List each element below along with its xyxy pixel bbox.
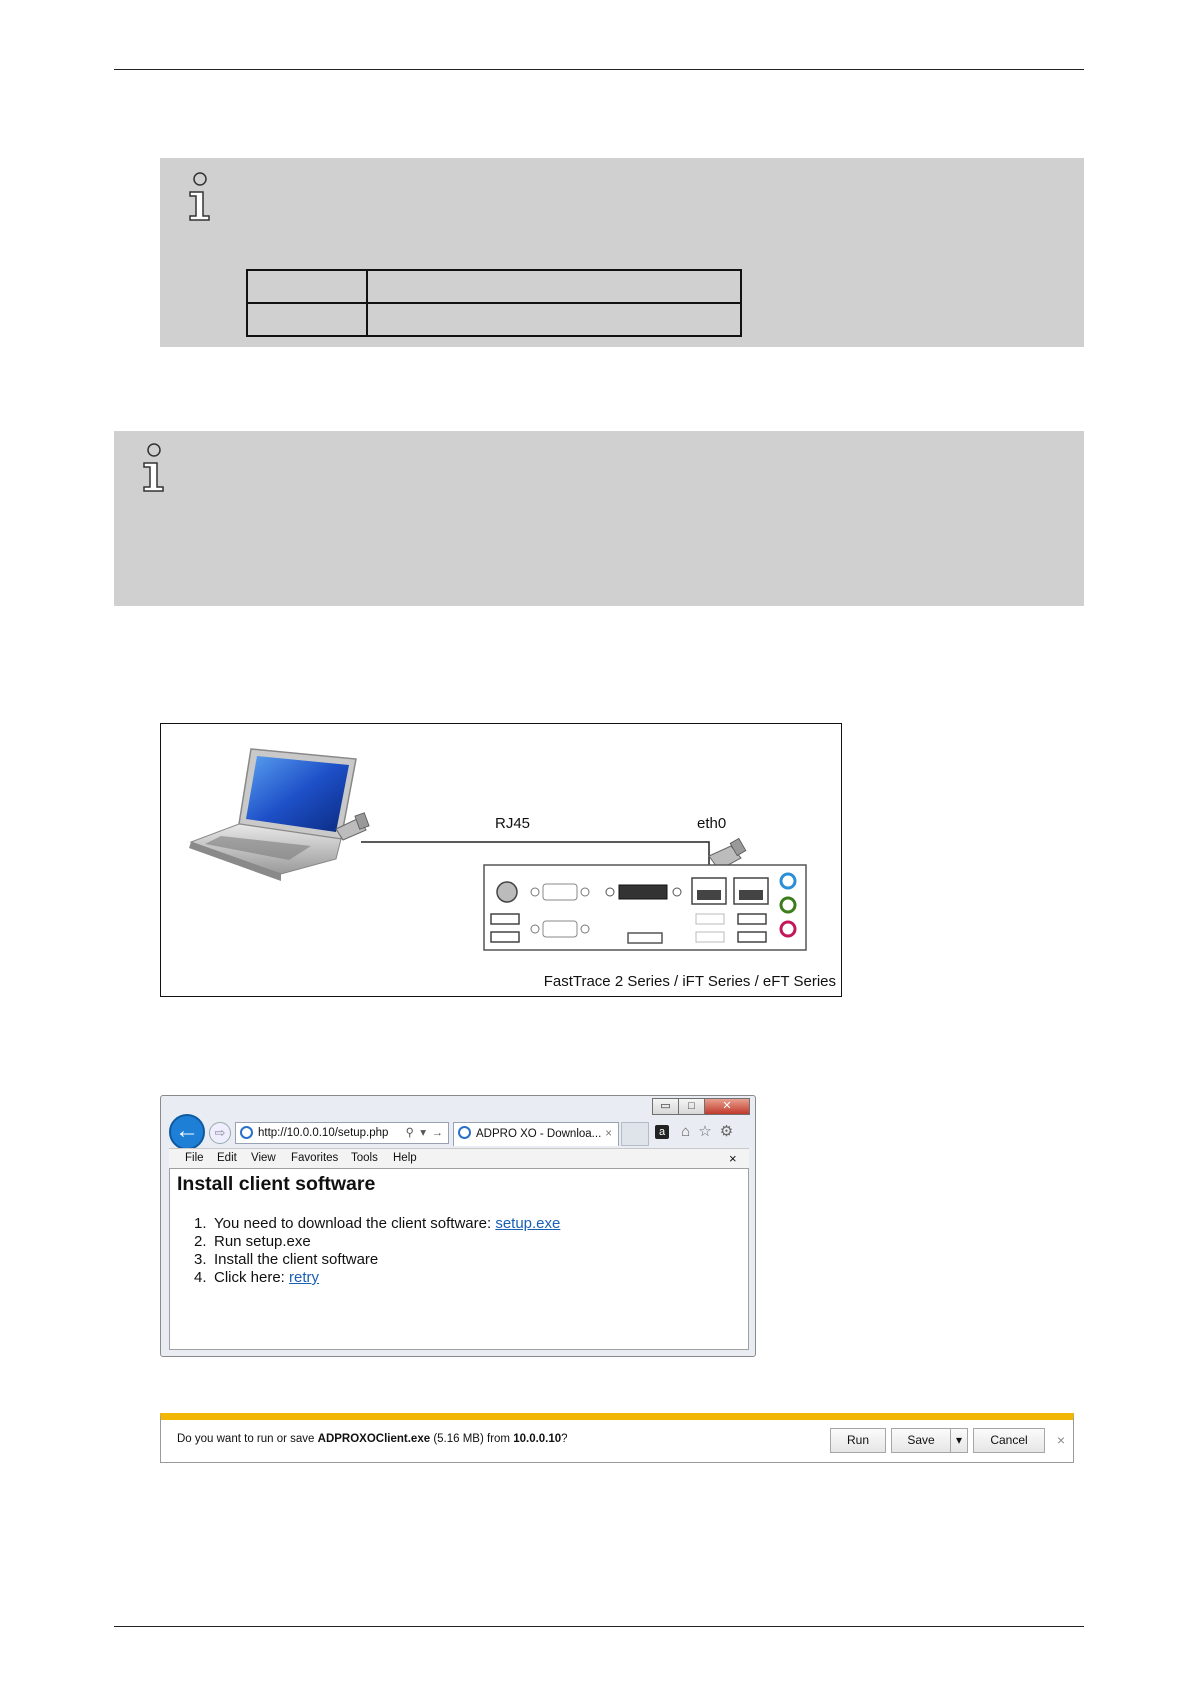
header-rule bbox=[114, 69, 1084, 70]
home-icon[interactable]: ⌂ bbox=[681, 1123, 699, 1140]
new-tab-button[interactable] bbox=[621, 1122, 649, 1146]
browser-window bbox=[160, 1095, 756, 1357]
gear-icon[interactable]: ⚙ bbox=[719, 1123, 742, 1140]
download-notification-bar bbox=[160, 1413, 1074, 1463]
close-icon[interactable]: × bbox=[1056, 1432, 1065, 1448]
menu-item-tools[interactable]: Tools bbox=[351, 1152, 378, 1164]
download-message: Do you want to run or save ADPROXOClient.exe (5.16 MB) from 10.0.0.10? bbox=[177, 1433, 568, 1445]
list-item: 3. Install the client software bbox=[194, 1251, 379, 1268]
table-row bbox=[247, 270, 741, 303]
search-icon[interactable]: ⚲ bbox=[405, 1127, 414, 1139]
diagram-caption: FastTrace 2 Series / iFT Series / eFT Series bbox=[543, 973, 836, 990]
info-box-2 bbox=[114, 431, 1084, 606]
download-filename: ADPROXOClient.exe bbox=[317, 1433, 431, 1445]
device-back-panel bbox=[484, 865, 806, 950]
arrow-right-icon: ⇨ bbox=[214, 1125, 226, 1140]
info-icon bbox=[186, 172, 214, 222]
menu-item-help[interactable]: Help bbox=[393, 1152, 417, 1164]
window-maximize-button[interactable]: □ bbox=[678, 1098, 705, 1115]
ie-icon bbox=[240, 1126, 253, 1139]
menu-close-icon[interactable]: × bbox=[729, 1151, 737, 1166]
footer-rule bbox=[114, 1626, 1084, 1627]
table-cell bbox=[247, 270, 367, 303]
list-item: 1. You need to download the client software: setup.exe bbox=[194, 1215, 561, 1232]
tab-title: ADPRO XO - Downloa... bbox=[476, 1128, 602, 1140]
run-button[interactable]: Run bbox=[830, 1428, 886, 1453]
back-button[interactable] bbox=[169, 1114, 205, 1150]
setup-steps bbox=[194, 1215, 560, 1287]
table-cell bbox=[367, 270, 741, 303]
table-cell bbox=[247, 303, 367, 336]
menu-item-edit[interactable]: Edit bbox=[217, 1152, 237, 1164]
diagram-graphic bbox=[161, 724, 841, 996]
cable-label: RJ45 bbox=[495, 815, 531, 832]
cancel-button[interactable]: Cancel bbox=[973, 1428, 1045, 1453]
menu-item-view[interactable]: View bbox=[251, 1152, 276, 1164]
page-title: Install client software bbox=[177, 1173, 376, 1195]
amazon-icon[interactable]: a bbox=[655, 1125, 669, 1139]
setup-exe-link[interactable]: setup.exe bbox=[495, 1215, 561, 1232]
retry-link[interactable]: retry bbox=[289, 1269, 320, 1286]
ie-icon bbox=[458, 1126, 471, 1139]
dropdown-icon[interactable]: ▾ bbox=[420, 1127, 426, 1139]
save-button[interactable]: Save bbox=[891, 1428, 951, 1453]
go-arrow-icon[interactable]: → bbox=[431, 1127, 443, 1139]
window-close-button[interactable]: ✕ bbox=[704, 1098, 750, 1115]
list-item: 2. Run setup.exe bbox=[194, 1233, 311, 1250]
tab-close-icon[interactable]: × bbox=[605, 1128, 612, 1140]
star-icon[interactable]: ☆ bbox=[698, 1123, 720, 1140]
menu-bar bbox=[169, 1148, 749, 1168]
info-table bbox=[246, 269, 742, 337]
table-row bbox=[247, 303, 741, 336]
window-minimize-button[interactable]: ▭ bbox=[652, 1098, 679, 1115]
save-dropdown-button[interactable]: ▾ bbox=[950, 1428, 968, 1453]
info-box-1 bbox=[160, 158, 1084, 347]
port-label: eth0 bbox=[697, 815, 727, 832]
list-item: 4. Click here: retry bbox=[194, 1269, 320, 1286]
arrow-left-icon: ← bbox=[175, 1117, 199, 1144]
menu-item-file[interactable]: File bbox=[185, 1152, 204, 1164]
toolbar-icons bbox=[655, 1122, 741, 1140]
laptop-icon bbox=[189, 749, 356, 881]
browser-tab[interactable] bbox=[453, 1122, 619, 1146]
download-host: 10.0.0.10 bbox=[513, 1433, 562, 1445]
address-text: http://10.0.0.10/setup.php bbox=[258, 1127, 389, 1139]
page-content bbox=[169, 1168, 749, 1350]
address-bar[interactable] bbox=[235, 1122, 449, 1144]
menu-item-favorites[interactable]: Favorites bbox=[291, 1152, 339, 1164]
table-cell bbox=[367, 303, 741, 336]
info-icon bbox=[140, 443, 168, 493]
forward-button[interactable] bbox=[209, 1122, 231, 1144]
connection-diagram bbox=[160, 723, 842, 997]
